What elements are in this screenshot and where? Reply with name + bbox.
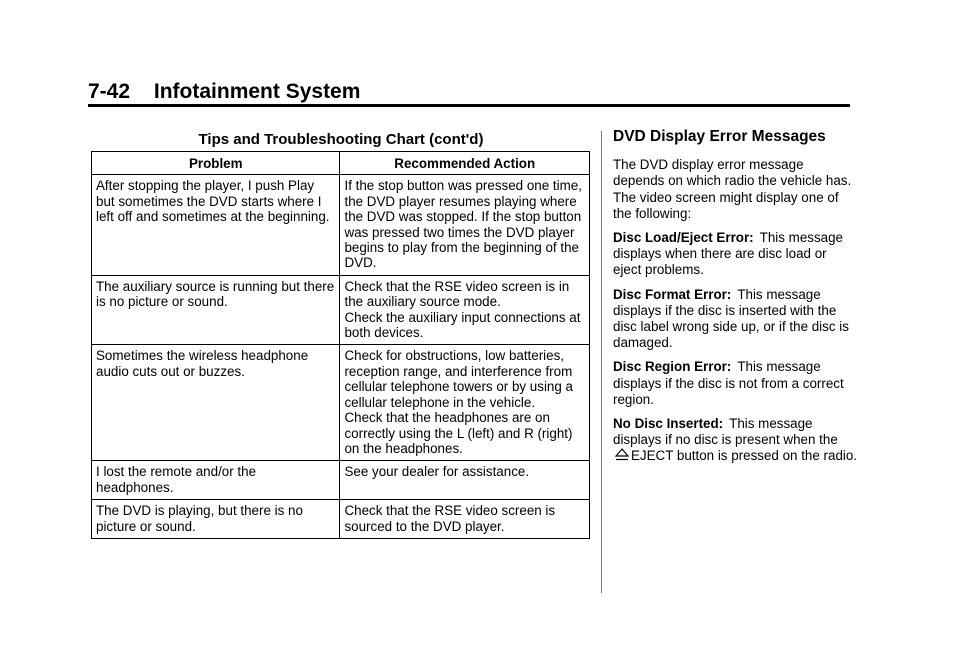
problem-cell: After stopping the player, I push Play but sometimes the DVD starts where I left off and sometimes at the beginning.	[92, 175, 340, 275]
page-number: 7-42	[88, 80, 131, 103]
action-text: Check for obstructions, low batteries, reception range, and interference from cellular telephone towers or by using a cellular telephone in the vehicle.	[344, 348, 573, 410]
action-text: Check the auxiliary input connections at both devices.	[344, 309, 581, 341]
problem-cell: The auxiliary source is running but there is no picture or sound.	[92, 275, 340, 345]
action-text: See your dealer for assistance.	[344, 464, 530, 480]
action-text: Check that the headphones are on correctly using the L (left) and R (right) on the headphones.	[344, 410, 573, 456]
action-cell	[340, 461, 590, 500]
eject-icon	[615, 448, 629, 465]
section-heading: DVD Display Error Messages	[613, 128, 826, 145]
table-row	[92, 500, 590, 539]
page-header	[88, 80, 360, 104]
table-row	[92, 345, 590, 461]
action-cell	[340, 175, 590, 275]
problem-cell: I lost the remote and/or the headphones.	[92, 461, 340, 500]
error-term: Disc Load/Eject Error:	[613, 230, 754, 246]
header-rule	[88, 104, 850, 107]
error-term: Disc Format Error:	[613, 286, 732, 302]
column-header-problem: Problem	[92, 152, 340, 175]
error-description: This message displays if the disc is not from a correct region.	[613, 359, 844, 407]
error-description: This message displays if no disc is present when the	[613, 416, 838, 448]
action-cell	[340, 345, 590, 461]
table-row	[92, 275, 590, 345]
dvd-errors-section	[613, 129, 858, 474]
error-entry	[613, 230, 858, 279]
error-entry	[613, 287, 858, 352]
action-text: If the stop button was pressed one time, the DVD player resumes playing where the DVD was stopped. If the stop button was pressed two times the DVD player begins to play from the beginning of the DVD.	[344, 178, 582, 271]
table-row	[92, 461, 590, 500]
action-text: Check that the RSE video screen is in the auxiliary source mode.	[344, 278, 570, 310]
section-title-header: Infotainment System	[153, 80, 361, 103]
error-description: This message displays when there are disc load or eject problems.	[613, 230, 844, 278]
intro-paragraph: The DVD display error message depends on which radio the vehicle has. The video screen might display one of the following:	[613, 157, 852, 221]
column-header-action: Recommended Action	[340, 152, 590, 175]
table-row	[92, 175, 590, 275]
action-text: Check that the RSE video screen is sourced to the DVD player.	[344, 503, 556, 534]
action-cell	[340, 275, 590, 345]
problem-cell: The DVD is playing, but there is no picture or sound.	[92, 500, 340, 539]
action-cell	[340, 500, 590, 539]
error-term: Disc Region Error:	[613, 359, 732, 375]
error-entry	[613, 416, 858, 466]
table-title: Tips and Troubleshooting Chart (cont'd)	[198, 131, 484, 148]
problem-cell: Sometimes the wireless headphone audio cuts out or buzzes.	[92, 345, 340, 461]
error-description-continued: EJECT button is pressed on the radio.	[631, 448, 858, 464]
error-description: This message displays if the disc is inserted with the disc label wrong side up, or if the disc is damaged.	[613, 286, 849, 351]
column-divider	[601, 131, 602, 593]
troubleshooting-table	[91, 151, 590, 539]
error-entry	[613, 359, 858, 408]
error-term: No Disc Inserted:	[613, 416, 724, 432]
table-header-row	[92, 152, 590, 175]
